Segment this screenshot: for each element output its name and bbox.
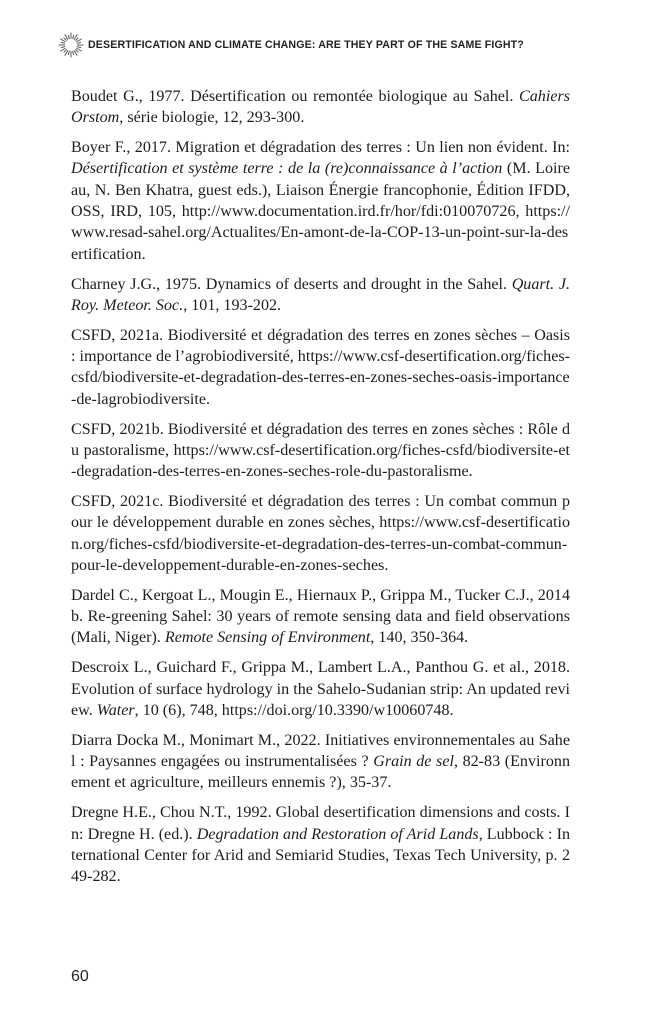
reference-text: CSFD, 2021a. Biodiversité et dégradation des terres en zones sèches – Oasis : importance de l’agrobiodiversité, https://www.csf-desertification.org/fiches-csfd/biodiversite-et-degradation-des-terres-en-zones-seches-oasis-importance-de-lagrobiodiversite. [71, 326, 570, 408]
reference-entry [71, 325, 570, 410]
reference-text: , 140, 350-364. [370, 629, 469, 647]
reference-title-italic: Grain de sel [373, 753, 454, 771]
reference-entry [71, 86, 570, 129]
reference-title-italic: Cahiers Orstom [71, 88, 570, 127]
header-title: DESERTIFICATION AND CLIMATE CHANGE: ARE THEY PART OF THE SAME FIGHT? [88, 39, 524, 51]
reference-text: Boyer F., 2017. Migration et dégradation des terres : Un lien non évident. In: [71, 139, 570, 157]
reference-text: , Lubbock : International Center for Arid and Semiarid Studies, Texas Tech University, p. 249-282. [71, 825, 570, 886]
reference-text: Charney J.G., 1975. Dynamics of deserts and drought in the Sahel. [71, 275, 512, 293]
reference-text: , 82-83 (Environnement et agriculture, meilleurs ennemis ?), 35-37. [71, 753, 570, 792]
reference-text: (M. Loireau, N. Ben Khatra, guest eds.), Liaison Énergie francophonie, Édition IFDD, OSS, IRD, 105, http://www.documentation.ird.fr/hor/fdi:010070726, https://www.resad-sahel.org/Actualites/En-amont-de-la-COP-13-un-point-sur-la-desertification. [71, 160, 571, 263]
reference-list [71, 86, 570, 896]
reference-text: Descroix L., Guichard F., Grippa M., Lambert L.A., Panthou G. et al., 2018. Evolution of surface hydrology in the Sahelo-Sudanian strip: An updated review. [71, 659, 570, 719]
page-number: 60 [71, 968, 89, 985]
reference-text: Boudet G., 1977. Désertification ou remontée biologique au Sahel. [71, 88, 520, 105]
reference-text: CSFD, 2021c. Biodiversité et dégradation des terres : Un combat commun pour le développement durable en zones sèches, https://www.csf-desertification.org/fiches-csfd/biodiversite-et-degradation-des-terres-un-combat-commun-pour-le-developpement-durable-en-zones-seches. [71, 493, 570, 574]
reference-text: , 10 (6), 748, https://doi.org/10.3390/w10060748. [134, 701, 454, 719]
reference-entry [71, 730, 570, 794]
reference-title-italic: Remote Sensing of Environment [164, 629, 371, 647]
reference-text: Dregne H.E., Chou N.T., 1992. Global desertification dimensions and costs. In: Dregne H. (ed.). [71, 804, 570, 843]
reference-title-italic: Désertification et système terre : de la (re)connaissance à l’action [71, 160, 503, 178]
reference-entry [71, 585, 570, 649]
reference-entry [71, 137, 570, 265]
reference-text: , série biologie, 12, 293-300. [119, 109, 305, 127]
reference-title-italic: Water [96, 701, 135, 719]
reference-text: Diarra Docka M., Monimart M., 2022. Initiatives environnementales au Sahel : Paysannes engagées ou instrumentalisées ? [71, 731, 570, 771]
reference-entry [71, 657, 570, 721]
running-header [58, 30, 618, 60]
reference-entry [71, 274, 570, 317]
reference-entry [71, 491, 570, 576]
sun-icon [58, 32, 84, 58]
reference-entry [71, 419, 570, 483]
reference-text: CSFD, 2021b. Biodiversité et dégradation des terres en zones sèches : Rôle du pastoralisme, https://www.csf-desertification.org/fiches-csfd/biodiversite-et-degradation-des-terres-en-zones-seches-role-du-pastoralisme. [71, 420, 570, 481]
reference-entry [71, 802, 570, 887]
reference-text: Dardel C., Kergoat L., Mougin E., Hiernaux P., Grippa M., Tucker C.J., 2014b. Re-greening Sahel: 30 years of remote sensing data and field observations (Mali, Niger). [71, 586, 570, 647]
reference-text: , 101, 193-202. [183, 296, 282, 314]
reference-title-italic: Quart. J. Roy. Meteor. Soc. [71, 275, 570, 314]
reference-title-italic: Degradation and Restoration of Arid Lands [196, 825, 479, 843]
